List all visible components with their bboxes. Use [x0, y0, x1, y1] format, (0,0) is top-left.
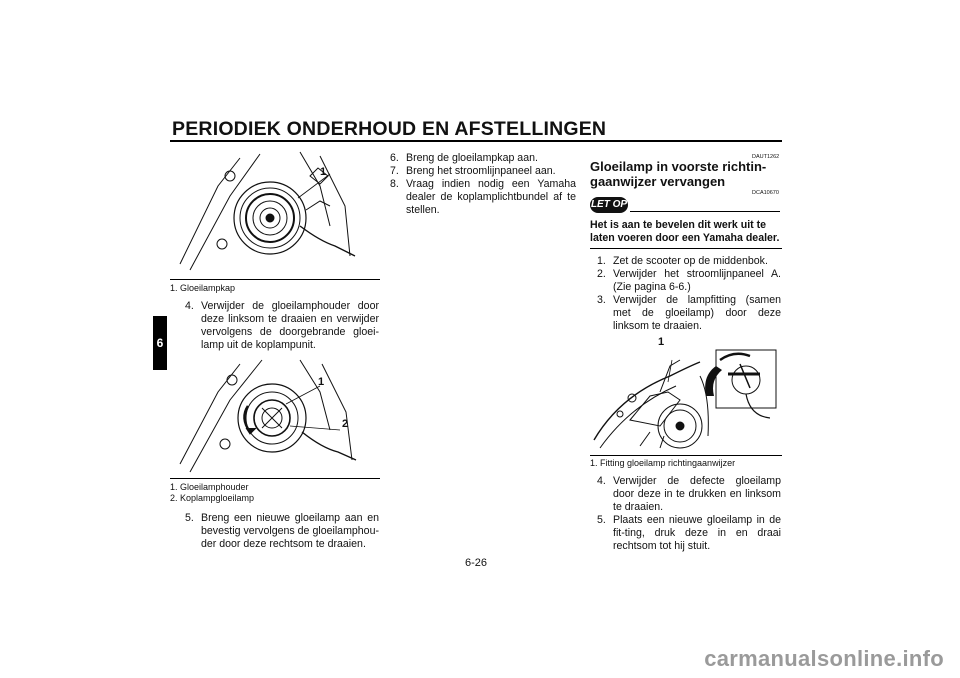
right-step-1 — [597, 255, 781, 268]
step-text: Breng het stroomlijnpaneel aan. — [406, 165, 556, 177]
section-title: Gloeilamp in voorste richtin-gaanwijzer vervangen — [590, 159, 767, 189]
bulb-holder-illustration — [170, 356, 380, 476]
page-number: 6-26 — [465, 557, 488, 569]
figure1-caption-1: 1. Gloeilampkap — [170, 283, 236, 293]
figure2-callout-1: 1 — [318, 376, 325, 388]
step-number: 5. — [597, 514, 606, 526]
figure-bulb-cover — [170, 146, 380, 278]
right-step-5 — [597, 514, 781, 553]
step-number: 6. — [390, 152, 399, 164]
page-header-title: PERIODIEK ONDERHOUD EN AFSTELLINGEN — [172, 118, 607, 140]
middle-step-8 — [390, 178, 576, 217]
doc-code-1: DAUT1262 — [752, 154, 780, 160]
figure3-caption-1: 1. Fitting gloeilamp richtingaanwijzer — [590, 458, 736, 468]
middle-step-6 — [390, 152, 576, 165]
figure2-rule — [170, 478, 380, 479]
step-text: Breng de gloeilampkap aan. — [406, 152, 538, 164]
right-step-4 — [597, 475, 781, 514]
step-text: Zet de scooter op de middenbok. — [613, 255, 768, 267]
right-step-2 — [597, 268, 781, 294]
step-text: Verwijder de gloeilamphouder door deze linksom te draaien en verwijder vervolgens de doorgebrande gloei-lamp uit de koplampunit. — [201, 300, 379, 351]
chapter-tab: 6 — [153, 316, 167, 370]
figure1-rule — [170, 279, 380, 280]
left-step-5 — [185, 512, 379, 551]
watermark: carmanualsonline.info — [704, 646, 944, 671]
step-text: Plaats een nieuwe gloeilamp in de fit-ting, druk deze in en draai rechtsom tot hij stuit. — [613, 514, 781, 552]
step-text: Vraag indien nodig een Yamaha dealer de koplamplichtbundel af te stellen. — [406, 178, 576, 216]
step-text: Verwijder de defecte gloeilamp door deze in te drukken en linksom te draaien. — [613, 475, 781, 513]
step-number: 4. — [597, 475, 606, 487]
caution-badge: LET OP — [590, 197, 628, 213]
bulb-cover-illustration — [170, 146, 380, 278]
step-text: Verwijder de lampfitting (samen met de gloeilamp) door deze linksom te draaien. — [613, 294, 781, 332]
figure2-caption-1: 1. Gloeilamphouder — [170, 482, 249, 492]
step-number: 4. — [185, 300, 194, 312]
figure2-callout-2: 2 — [342, 418, 349, 430]
step-number: 8. — [390, 178, 399, 190]
figure3-callout-1: 1 — [658, 336, 665, 348]
figure2-caption-2: 2. Koplampgloeilamp — [170, 493, 255, 503]
step-text: Verwijder het stroomlijnpaneel A. (Zie pagina 6-6.) — [613, 268, 781, 293]
caution-bottom-rule — [590, 248, 782, 249]
step-number: 3. — [597, 294, 606, 306]
turn-signal-illustration — [590, 336, 782, 454]
step-number: 5. — [185, 512, 194, 524]
step-text: Breng een nieuwe gloeilamp aan en bevestig vervolgens de gloeilamphou-der door deze rechtsom te draaien. — [201, 512, 379, 550]
caution-text: Het is aan te bevelen dit werk uit te laten voeren door een Yamaha dealer. — [590, 219, 780, 244]
right-step-3 — [597, 294, 781, 333]
step-number: 2. — [597, 268, 606, 280]
figure-turn-signal-fitting — [590, 336, 782, 454]
step-number: 7. — [390, 165, 399, 177]
step-number: 1. — [597, 255, 606, 267]
middle-step-7 — [390, 165, 576, 178]
figure3-rule — [590, 455, 782, 456]
caution-top-rule — [630, 211, 780, 212]
left-step-4 — [185, 300, 379, 352]
figure-bulb-holder — [170, 356, 380, 476]
doc-code-2: DCA10670 — [752, 190, 779, 196]
header-rule — [170, 140, 782, 142]
figure1-callout-1: 1 — [320, 166, 327, 178]
